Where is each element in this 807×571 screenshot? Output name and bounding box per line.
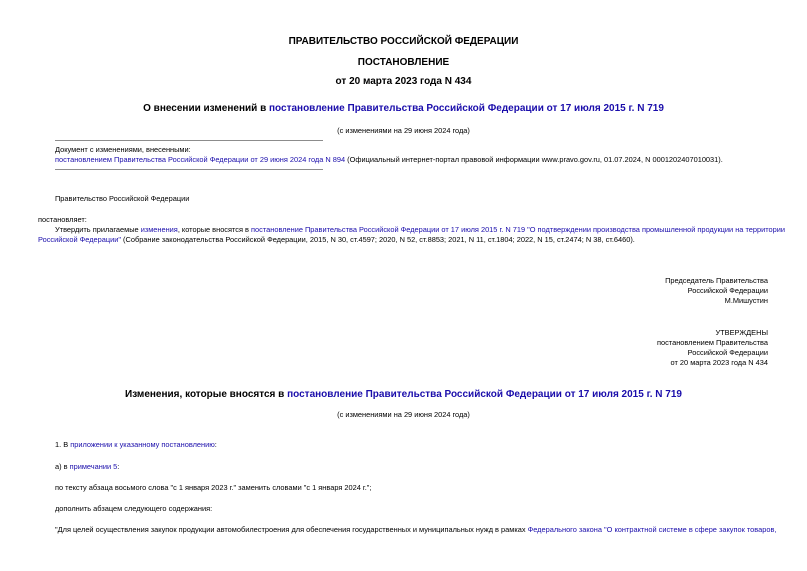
quote-text-a: "Для целей осуществления закупок продукции автомобилестроения для обеспечения государственных и муниципальных нужд в рамках — [55, 525, 528, 534]
paragraph-1-line-2 — [38, 235, 635, 245]
p1-link-changes[interactable]: изменения — [140, 225, 178, 234]
paragraph-1-line-1 — [55, 225, 785, 235]
p1-link-decree-cont[interactable]: Российской Федерации" — [38, 235, 121, 244]
title-amended: (с изменениями на 29 июня 2024 года) — [337, 126, 470, 135]
annex-item-1 — [55, 440, 217, 450]
item1-text-a: 1. В — [55, 440, 71, 449]
approved-country: Российской Федерации — [687, 348, 768, 357]
header-org: ПРАВИТЕЛЬСТВО РОССИЙСКОЙ ФЕДЕРАЦИИ — [288, 36, 519, 47]
annex-title — [0, 389, 807, 401]
document-title — [0, 103, 807, 115]
item-a-link[interactable]: примечании 5 — [69, 462, 118, 471]
item-a-text-a: а) в — [55, 462, 70, 471]
annex-quote — [55, 525, 776, 535]
p1-text-a: Утвердить прилагаемые — [55, 225, 141, 234]
annex-item-a — [55, 462, 119, 472]
annex-title-prefix: Изменения, которые вносятся в — [125, 389, 288, 400]
item-a-text-b: : — [117, 462, 120, 471]
annex-amended: (с изменениями на 29 июня 2024 года) — [337, 410, 470, 419]
changes-box-top-rule — [55, 140, 323, 141]
p1-text-b: , которые вносятся в — [177, 225, 252, 234]
annex-text-2: дополнить абзацем следующего содержания: — [55, 504, 213, 513]
signature-country: Российской Федерации — [687, 286, 768, 295]
approved-title: УТВЕРЖДЕНЫ — [715, 328, 768, 337]
annex-text-1: по тексту абзаца восьмого слова "с 1 января 2023 г." заменить словами "с 1 января 2024 г."; — [55, 483, 372, 492]
title-prefix: О внесении изменений в — [143, 103, 269, 114]
title-link[interactable]: постановление Правительства Российской Федерации от 17 июля 2015 г. N 719 — [269, 103, 664, 114]
header-date-number: от 20 марта 2023 года N 434 — [335, 76, 472, 87]
changes-box-bottom-rule — [55, 169, 323, 170]
item1-link[interactable]: приложении к указанному постановлению — [70, 440, 215, 449]
issuer: Правительство Российской Федерации — [55, 194, 190, 203]
changes-box-link[interactable]: постановлением Правительства Российской Федерации от 29 июня 2024 года N 894 — [55, 155, 346, 164]
signature-title: Председатель Правительства — [665, 276, 768, 285]
annex-title-link[interactable]: постановление Правительства Российской Федерации от 17 июля 2015 г. N 719 — [287, 389, 682, 400]
header-doctype: ПОСТАНОВЛЕНИЕ — [357, 57, 450, 68]
p1-text-c: (Собрание законодательства Российской Федерации, 2015, N 30, ст.4597; 2020, N 52, ст.8853; 2021, N 11, ст.1804; 2022, N 15, ст.2474; N 38, ст.6460). — [121, 235, 635, 244]
changes-box-source — [55, 155, 723, 165]
decrees-label: постановляет: — [38, 215, 87, 224]
changes-box-source-text: (Официальный интернет-портал правовой информации www.pravo.gov.ru, 01.07.2024, N 0001202407010031). — [345, 155, 723, 164]
approved-date: от 20 марта 2023 года N 434 — [670, 358, 768, 367]
p1-link-decree[interactable]: постановление Правительства Российской Федерации от 17 июля 2015 г. N 719 "О подтверждении производства промышленной продукции на территории — [251, 225, 786, 234]
item1-text-b: : — [214, 440, 217, 449]
approved-by: постановлением Правительства — [657, 338, 768, 347]
quote-link[interactable]: Федерального закона "О контрактной системе в сфере закупок товаров, — [527, 525, 777, 534]
signature-name: М.Мишустин — [724, 296, 768, 305]
changes-box-label: Документ с изменениями, внесенными: — [55, 145, 191, 154]
